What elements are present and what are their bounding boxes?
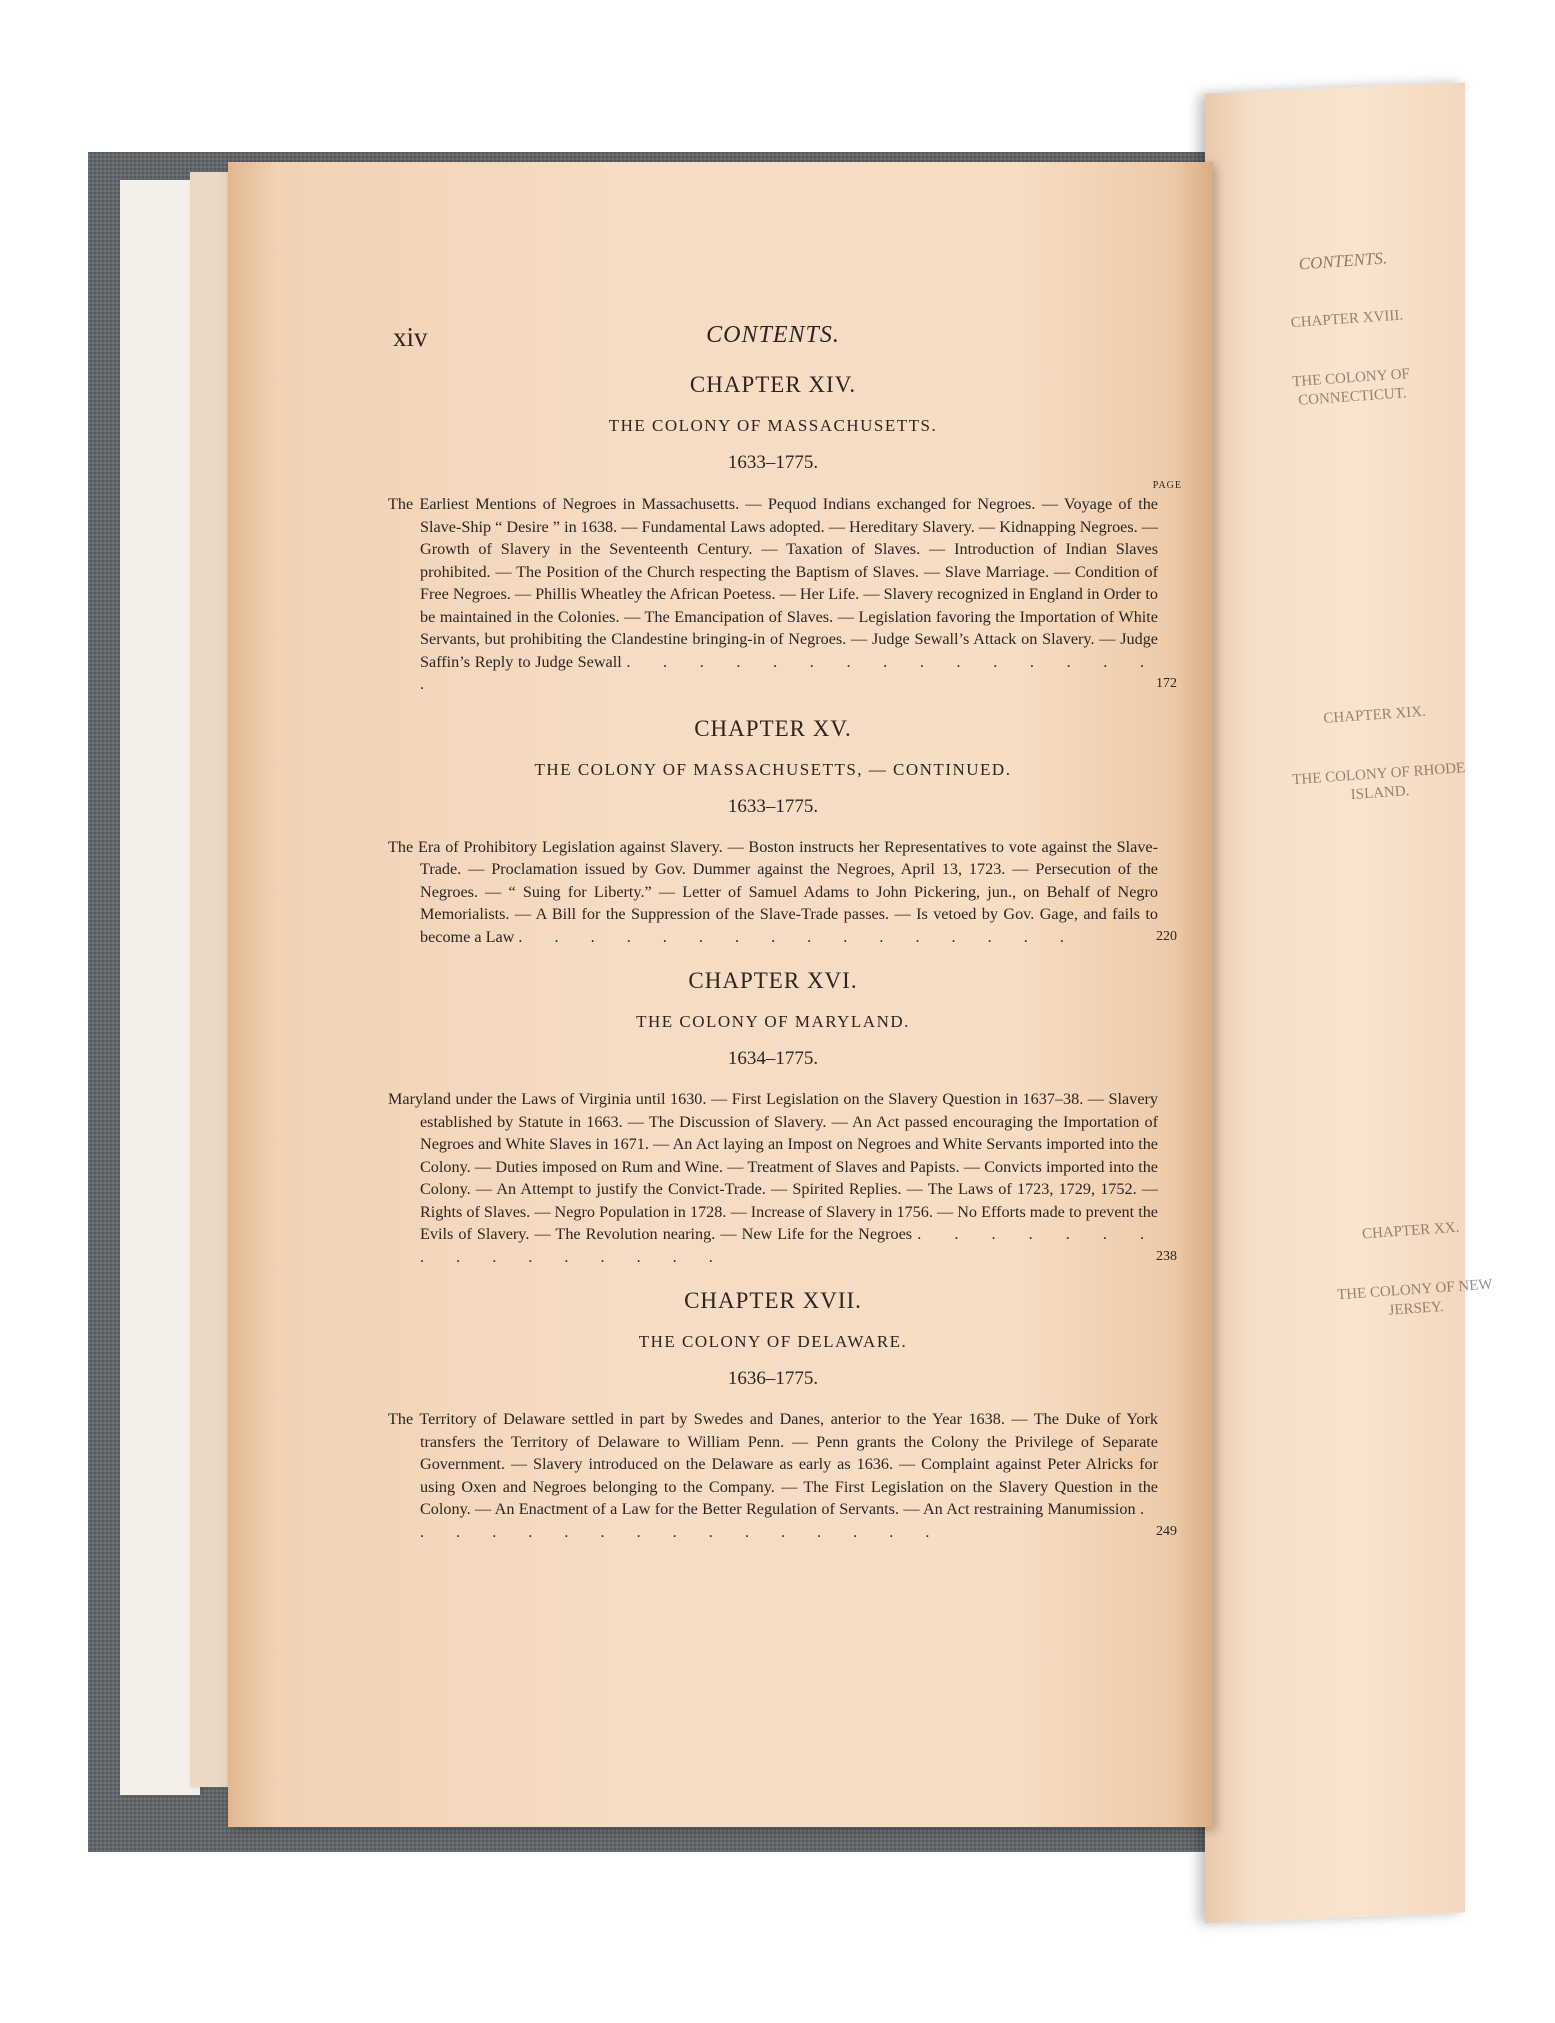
chapter-summary: Maryland under the Laws of Virginia until 1630. — First Legislation on the Slavery Question in 1637–38. — Slavery established by Statute in 1663. — The Discussion of Slavery. — An Act passed encouraging the Importation of Negroes and White Slaves in 1671. — An Act laying an Impost on Negroes and White Servants imported into the Colony. — Duties imposed on Rum and Wine. — Treatment of Slaves and Papists. — Convicts imported into the Colony. — An Attempt to justify the Convict-Trade. — Spirited Replies. — The Laws of 1723, 1729, 1752. — Rights of Slaves. — Negro Population in 1728. — Increase of Slavery in 1756. — No Efforts made to prevent the Evils of Slavery. — The Revolution nearing. — New Life for the Negroes . . . . . . . . . . . . . . . . 238 [388,1090,1177,1266]
facing-chapter-number: CHAPTER XVIII. [1290,307,1404,332]
chapter-entry [388,372,1182,696]
chapter-years: 1633–1775. [727,452,819,473]
dot-leader: . . . . . . . . . . . . . . . . [420,1500,1158,1541]
dot-leader: . . . . . . . . . . . . . . . . [518,927,1078,946]
chapter-summary: The Era of Prohibitory Legislation against Slavery. — Boston instructs her Representatives to vote against the Slave-Trade. — Proclamation issued by Gov. Dummer against the Negroes, April 13, 1723. — Persecution of the Negroes. — “ Suing for Liberty.” — Letter of Samuel Adams to John Pickering, jun., on Behalf of Negro Memorialists. — A Bill for the Suppression of the Slave-Trade passes. — Is vetoed by Gov. Gage, and fails to become a Law . . . . . . . . . . . . . . . . 220 [388,837,1177,946]
chapter-number: CHAPTER XVII. [684,1288,862,1313]
chapter-years: 1633–1775. [727,795,819,817]
summary-text: Maryland under the Laws of Virginia until 1630. — First Legislation on the Slavery Question in 1637–38. — Slavery established by Statute in 1663. — The Discussion of Slavery. — An Act passed encouraging the Importation of Negroes and White Slaves in 1671. — An Act laying an Impost on Negroes and White Servants imported into the Colony. — Duties imposed on Rum and Wine. — Treatment of Slaves and Papists. — Convicts imported into the Colony. — An Attempt to justify the Convict-Trade. — Spirited Replies. — The Laws of 1723, 1729, 1752. — Rights of Slaves. — Negro Population in 1728. — Increase of Slavery in 1756. — No Efforts made to prevent the Evils of Slavery. — The Revolution nearing. — New Life for the Negroes [388,1090,1158,1243]
chapter-number: CHAPTER XIV. [689,372,857,397]
facing-chapter-number: CHAPTER XIX. [1322,703,1427,727]
chapter-title: THE COLONY OF MARYLAND. [636,1012,910,1031]
facing-chapter-title: THE COLONY OF CONNECTICUT. [1291,366,1411,409]
facing-running-head: CONTENTS. [1298,248,1388,274]
chapter-title: THE COLONY OF MASSACHUSETTS, — CONTINUED. [534,759,1012,779]
endpaper [120,180,200,1795]
chapter-summary: The Territory of Delaware settled in part by Swedes and Danes, anterior to the Year 1638. — The Duke of York transfers the Territory of Delaware to William Penn. — Penn grants the Colony the Privilege of Separate Government. — Slavery introduced on the Delaware as early as 1636. — Complaint against Peter Alricks for using Oxen and Negroes belonging to the Company. — The First Legislation on the Slavery Question in the Colony. — An Enactment of a Law for the Better Regulation of Servants. — An Act restraining Manumission . . . . . . . . . . . . . . . . 249 [388,1410,1177,1541]
chapter-entry [388,715,1177,949]
facing-chapter-title: THE COLONY OF RHODE ISLAND. [1291,760,1466,804]
chapter-number: CHAPTER XVI. [688,968,858,993]
contents-body [388,372,1182,1563]
chapter-years: 1636–1775. [727,1368,819,1389]
chapter-title: THE COLONY OF MASSACHUSETTS. [608,416,938,435]
chapter-summary: The Earliest Mentions of Negroes in Massachusetts. — Pequod Indians exchanged for Negroes. — Voyage of the Slave-Ship “ Desire ” in 1638. — Fundamental Laws adopted. — Hereditary Slavery. — Kidnapping Negroes. — Growth of Slavery in the Seventeenth Century. — Taxation of Slaves. — Introduction of Indian Slaves prohibited. — The Position of the Church respecting the Baptism of Slaves. — Slave Marriage. — Condition of Free Negroes. — Phillis Wheatley the African Poetess. — Her Life. — Slavery recognized in England in Order to be maintained in the Colonies. — The Emancipation of Slaves. — Legislation favoring the Importation of White Servants, but prohibiting the Clandestine bringing-in of Negroes. — Judge Sewall’s Attack on Slavery. — Judge Saffin’s Reply to Judge Sewall . . . . . . . . . . . . . . . . 172 [388,495,1177,693]
facing-chapter-title: THE COLONY OF NEW JERSEY. [1336,1276,1494,1319]
running-head [393,322,1153,352]
contents-page [228,162,1213,1827]
summary-text: The Era of Prohibitory Legislation against Slavery. — Boston instructs her Representatives to vote against the Slave-Trade. — Proclamation issued by Gov. Dummer against the Negroes, April 13, 1723. — Persecution of the Negroes. — “ Suing for Liberty.” — Letter of Samuel Adams to John Pickering, jun., on Behalf of Negro Memorialists. — A Bill for the Suppression of the Slave-Trade passes. — Is vetoed by Gov. Gage, and fails to become a Law [388,837,1158,946]
chapter-entry [388,968,1177,1268]
facing-chapter-number: CHAPTER XX. [1361,1219,1460,1243]
page-title: CONTENTS. [706,322,840,348]
chapter-number: CHAPTER XV. [694,715,852,741]
chapter-title: THE COLONY OF DELAWARE. [638,1332,908,1351]
chapter-entry [388,1288,1177,1543]
page-column-label: PAGE [1152,480,1182,491]
summary-text: The Territory of Delaware settled in part by Swedes and Danes, anterior to the Year 1638. — The Duke of York transfers the Territory of Delaware to William Penn. — Penn grants the Colony the Privilege of Separate Government. — Slavery introduced on the Delaware as early as 1636. — Complaint against Peter Alricks for using Oxen and Negroes belonging to the Company. — The First Legislation on the Slavery Question in the Colony. — An Enactment of a Law for the Better Regulation of Servants. — An Act restraining Manumission [388,1410,1158,1518]
page-number: xiv [393,322,428,352]
summary-text: The Earliest Mentions of Negroes in Massachusetts. — Pequod Indians exchanged for Negroes. — Voyage of the Slave-Ship “ Desire ” in 1638. — Fundamental Laws adopted. — Hereditary Slavery. — Kidnapping Negroes. — Growth of Slavery in the Seventeenth Century. — Taxation of Slaves. — Introduction of Indian Slaves prohibited. — The Position of the Church respecting the Baptism of Slaves. — Slave Marriage. — Condition of Free Negroes. — Phillis Wheatley the African Poetess. — Her Life. — Slavery recognized in England in Order to be maintained in the Colonies. — The Emancipation of Slaves. — Legislation favoring the Importation of White Servants, but prohibiting the Clandestine bringing-in of Negroes. — Judge Sewall’s Attack on Slavery. — Judge Saffin’s Reply to Judge Sewall [388,495,1158,671]
dot-leader: . . . . . . . . . . . . . . . . [420,1225,1159,1266]
dot-leader: . . . . . . . . . . . . . . . . [420,652,1158,693]
chapter-years: 1634–1775. [727,1048,819,1069]
